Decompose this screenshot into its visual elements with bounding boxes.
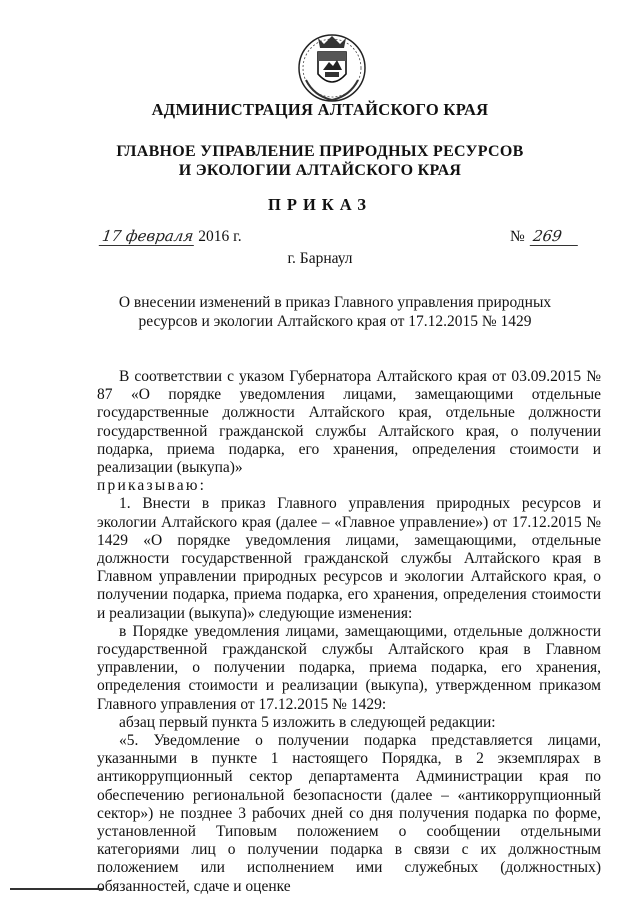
coat-of-arms-emblem (296, 30, 368, 104)
paragraph-item-1: 1. Внести в приказ Главного управления природных ресурсов и экологии Алтайского края (далее – «Главное управление») от 17.12.2015 № 1429 «О порядке уведомления лицами, замещающими, отдельные должности государственной гражданской службы Алтайского края в Главном управлении природных ресурсов и экологии Алтайского края, о получении подарка, приема подарка, его хранения, определения стоимости и реализации (выкупа)» следующие изменения: (97, 495, 601, 622)
title-line-2: ресурсов и экологии Алтайского края от 17.12.2015 № 1429 (138, 313, 532, 330)
org-name-administration: АДМИНИСТРАЦИЯ АЛТАЙСКОГО КРАЯ (151, 100, 489, 119)
document-date (100, 228, 242, 246)
paragraph-abzac: абзац первый пункта 5 изложить в следующей редакции: (119, 713, 496, 731)
org-name-department (0, 142, 640, 180)
order-title (100, 293, 570, 331)
handwritten-date: 17 февраля (99, 228, 197, 246)
document-number (510, 228, 579, 246)
city-name: г. Барнаул (287, 250, 353, 267)
org-name-line-2: И ЭКОЛОГИИ АЛТАЙСКОГО КРАЯ (178, 162, 462, 179)
paragraph-preamble: В соответствии с указом Губернатора Алтайского края от 03.09.2015 № 87 «О порядке уведомления лицами, замещающими отдельные государственные должности Алтайского края, отдельные должности государственной гражданской службы Алтайского края, о получении подарка, приема подарка, его хранения, определения стоимости и реализации (выкупа)» (97, 368, 601, 477)
paragraph-procedure: в Порядке уведомления лицами, замещающими, отдельные должности государственной гражданской службы Алтайского края в Главном управлении, о получении подарка, приема подарка, его хранения, определения стоимости и реализации (выкупа), утвержденном приказом Главного управления от 17.12.2015 № 1429: (97, 622, 601, 713)
paragraph-item-5: «5. Уведомление о получении подарка представляется лицами, указанными в пункте 1 настоящего Порядка, в 2 экземплярах в антикоррупционный сектор департамента Администрации края по обеспечению региональной безопасности (далее – «антикоррупционный сектор») не позднее 3 рабочих дней со дня получения подарка по форме, установленной Типовым положением о сообщении отдельными категориями лиц о получении подарка в связи с их должностным положением или исполнением ими служебных (должностных) обязанностей, сдаче и оценке (97, 732, 601, 895)
footnote-separator (10, 888, 103, 890)
number-prefix: № (510, 228, 525, 245)
date-year: 2016 г. (198, 228, 242, 245)
title-line-1: О внесении изменений в приказ Главного управления природных (118, 294, 552, 311)
order-body (97, 368, 601, 896)
document-type: ПРИКАЗ (268, 195, 372, 214)
org-name-line-1: ГЛАВНОЕ УПРАВЛЕНИЕ ПРИРОДНЫХ РЕСУРСОВ (116, 143, 524, 160)
handwritten-number: 269 (530, 228, 581, 246)
order-verb: приказываю: (97, 477, 207, 495)
